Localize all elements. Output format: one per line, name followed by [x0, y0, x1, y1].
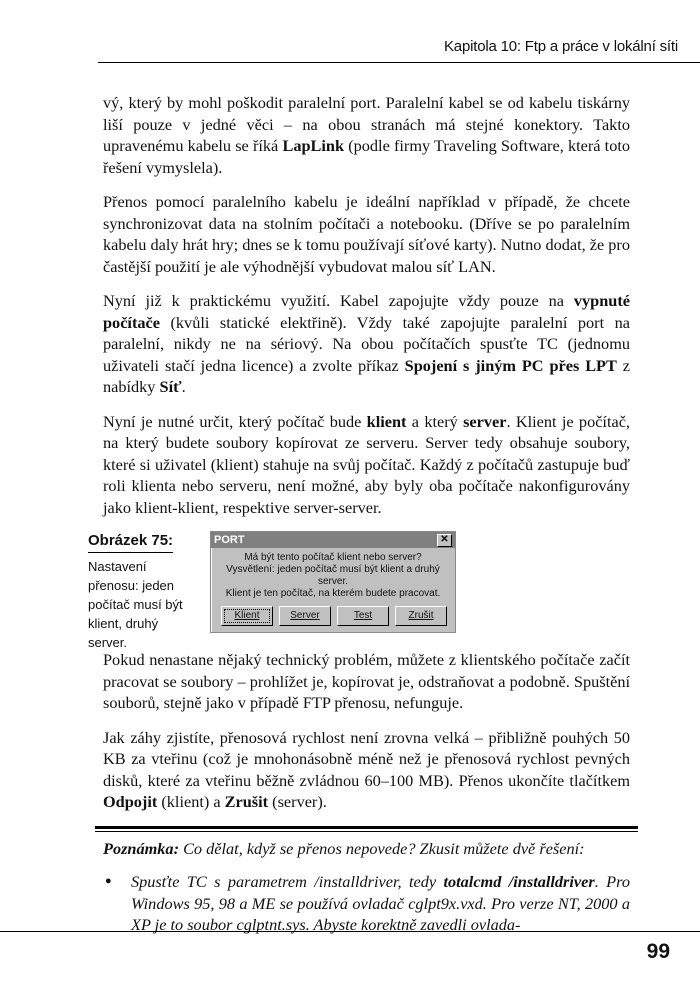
paragraph [103, 411, 630, 519]
paragraphs-top [103, 92, 630, 518]
figure-label: Obrázek 75: [88, 531, 173, 553]
dialog-title: PORT [214, 534, 245, 546]
klient-button[interactable]: Klient [221, 606, 273, 626]
figure-caption [88, 531, 200, 652]
bold-term: Zrušit [224, 792, 269, 811]
text-run: (podle firmy Traveling Software, která toto řešení vymyslela). [103, 136, 630, 177]
text-run: Spusťte TC s parametrem /installdriver, tedy [131, 872, 444, 891]
dialog-line: Klient je ten počítač, na kterém budete pracovat. [225, 588, 441, 599]
footer-rule [0, 931, 700, 932]
text-run: Nyní již k praktickému využití. Kabel zapojujte vždy pouze na [103, 291, 574, 310]
bold-term: Odpojit [103, 792, 158, 811]
running-header: Kapitola 10: Ftp a práce v lokální síti [444, 38, 678, 55]
bold-term: vypnuté počítače [103, 291, 630, 332]
text-run: . [181, 377, 186, 396]
paragraph [103, 727, 630, 813]
text-run: Jak záhy zjistíte, přenosová rychlost není zrovna velká – přibližně pouhých 50 KB za vteřinu (což je mnohonásobně méně než je přenosová rychlost pevných disků, které za vteřinu běžně zvládnou 60–100 MB). Přenos ukončíte tlačítkem [103, 727, 630, 790]
text-run: Nyní je nutné určit, který počítač bude [103, 411, 367, 431]
cancel-button[interactable]: Zrušit [395, 606, 447, 626]
bold-term: Spojení s jiným PC přes LPT [404, 355, 617, 375]
paragraph [103, 649, 630, 714]
text-run: (kvůli statické elektřině). Vždy také zapojujte paralelní port na paralelní, nikdy ne na sériový. Na obou počítačích spusťte TC (jednomu uživateli stačí jedna licence) a zvolte příkaz [103, 312, 630, 375]
dialog-line: Vysvětlení: jeden počítač musí být klient a druhý server. [226, 564, 440, 587]
text-run: z nabídky [103, 355, 630, 396]
dialog-line: Má být tento počítač klient nebo server? [244, 552, 422, 563]
figure-caption-text: Nastavení přenosu: jeden počítač musí být klient, druhý server. [88, 559, 183, 650]
paragraph [103, 92, 630, 178]
note-box [103, 838, 630, 936]
note-list-item [131, 871, 630, 936]
text-run: (klient) a [157, 792, 225, 811]
page-number: 99 [646, 940, 670, 963]
note-intro [103, 838, 630, 860]
text-run: . Klient je počítač, na který budete soubory kopírovat ze serveru. Server tedy obsahuje soubory, které si uživatel (klient) stahuje na svůj počítač. Každý z počítačů zastupuje buď roli klienta nebo serveru, není možné, aby byly oba počítače nakonfigurovány jako klient-klient, respektive server-server. [103, 411, 631, 517]
paragraph [103, 191, 630, 277]
figure [88, 531, 630, 650]
text-run: a který [406, 411, 464, 431]
server-button[interactable]: Server [279, 606, 331, 626]
note-rule [95, 826, 638, 832]
text-run: Přenos pomocí paralelního kabelu je ideální například v případě, že chcete synchronizovat data na stolním počítači a notebooku. (Dříve se po paralelním kabelu daly hrát hry; dnes se k tomu používají síťové karty). Nutno dodat, že pro častější použití je ale výhodnější vybudovat malou síť LAN. [103, 192, 630, 276]
bold-term: Poznámka: [103, 838, 179, 858]
port-dialog [210, 531, 456, 633]
text-run: (server). [268, 792, 327, 811]
paragraphs-bottom [103, 649, 630, 813]
paragraph [103, 290, 630, 398]
bold-term: server [463, 411, 507, 431]
test-button[interactable]: Test [337, 606, 389, 626]
page-body [88, 92, 631, 936]
text-run: Co dělat, když se přenos nepovede? Zkusit můžete dvě řešení: [179, 838, 585, 858]
dialog-buttons [221, 606, 447, 626]
dialog-message [211, 552, 455, 600]
bold-term: klient [366, 411, 407, 431]
header-rule [98, 62, 700, 63]
text-run: . Pro Windows 95, 98 a ME se používá ovladač cglpt9x.vxd. Pro verze NT, 2000 a XP je to soubor cglptnt.sys. Abyste korektně zavedli ovlada- [131, 872, 630, 934]
text-run: vý, který by mohl poškodit paralelní port. Paralelní kabel se od kabelu tiskárny liší pouze v jedné věci – na obou stranách má stejné konektory. Takto upravenému kabelu se říká [103, 93, 630, 155]
bold-term: totalcmd /installdriver [443, 872, 595, 891]
bold-term: Síť [159, 377, 182, 396]
close-icon[interactable]: ✕ [437, 534, 452, 547]
note-list [103, 871, 630, 936]
dialog-titlebar [211, 532, 455, 548]
bold-term: LapLink [282, 136, 345, 155]
text-run: Pokud nenastane nějaký technický problém, můžete z klientského počítače začít pracovat se soubory – prohlížet je, kopírovat je, odstraňovat a podobně. Spuštění souborů, stejně jako v případě FTP přenosu, nefunguje. [103, 650, 630, 712]
